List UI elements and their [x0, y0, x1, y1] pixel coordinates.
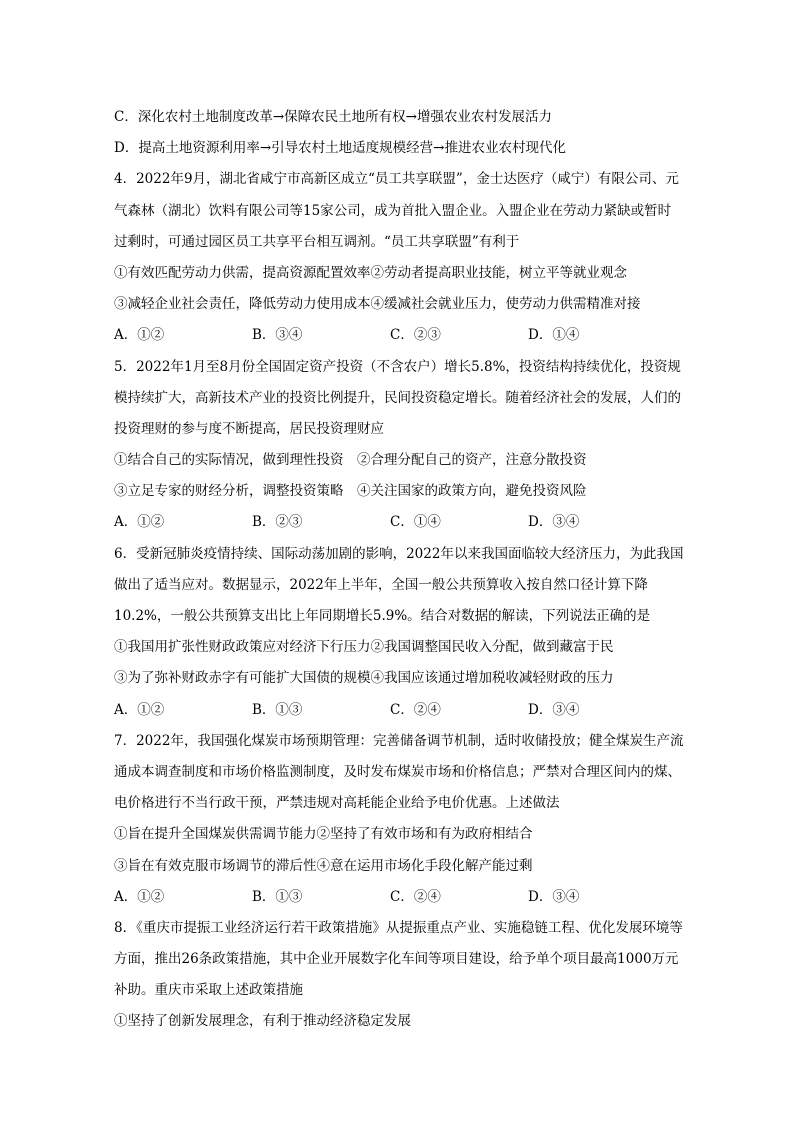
q6-option-a: A．①② — [114, 701, 165, 718]
q5-option-b: B．②③ — [252, 514, 303, 531]
question-6 — [114, 539, 704, 726]
q6-stem-line-3: 10.2%，一般公共预算支出比上年同期增长5.9%。结合对数据的解读，下列说法正确的是 — [114, 608, 651, 624]
q5-stem-line-1: 5．2022年1月至8月份全国固定资产投资（不含农户）增长5.8%，投资结构持续优化，投资规 — [114, 358, 681, 375]
q7-option-a: A．①② — [114, 888, 165, 905]
q5-statement-2: ③立足专家的财经分析，调整投资策略 ④关注国家的政策方向，避免投资风险 — [114, 483, 587, 500]
q4-option-c: C．②③ — [390, 327, 441, 344]
question-7 — [114, 726, 704, 913]
q5-statement-1: ①结合自己的实际情况，做到理性投资 ②合理分配自己的资产，注意分散投资 — [114, 452, 587, 469]
q4-option-a: A．①② — [114, 327, 165, 344]
q7-statement-1: ①旨在提升全国煤炭供需调节能力②坚持了有效市场和有为政府相结合 — [114, 826, 533, 843]
q8-stem-line-3: 补助。重庆市采取上述政策措施 — [114, 982, 303, 999]
q4-stem-line-2: 气森林（湖北）饮料有限公司等15家公司，成为首批入盟企业。入盟企业在劳动力紧缺或暂时 — [114, 202, 672, 219]
q5-options — [114, 507, 704, 538]
q7-option-b: B．①③ — [252, 888, 303, 905]
q6-option-c: C．②④ — [390, 701, 441, 718]
q6-statement-1: ①我国用扩张性财政政策应对经济下行压力②我国调整国民收入分配，做到藏富于民 — [114, 639, 614, 656]
q3-option-d: D．提高土地资源利用率→引导农村土地适度规模经营→推进农业农村现代化 — [114, 140, 566, 157]
q7-option-d: D．③④ — [528, 888, 580, 905]
q5-option-d: D．③④ — [528, 514, 580, 531]
q7-stem-line-1: 7．2022年，我国强化煤炭市场预期管理：完善储备调节机制，适时收储投放；健全煤炭生产流 — [114, 732, 684, 749]
question-5 — [114, 352, 704, 539]
q6-option-d: D．③④ — [528, 701, 580, 718]
q4-statement-1: ①有效匹配劳动力供需，提高资源配置效率②劳动者提高职业技能，树立平等就业观念 — [114, 264, 627, 281]
q5-option-a: A．①② — [114, 514, 165, 531]
q6-statement-2: ③为了弥补财政赤字有可能扩大国债的规模④我国应该通过增加税收减轻财政的压力 — [114, 670, 614, 687]
q6-options — [114, 695, 704, 726]
q6-option-b: B．①③ — [252, 701, 303, 718]
q5-option-c: C．①④ — [390, 514, 441, 531]
q4-statement-2: ③减轻企业社会责任，降低劳动力使用成本④缓减社会就业压力，使劳动力供需精准对接 — [114, 296, 641, 313]
question-8 — [114, 913, 704, 1038]
q7-stem-line-3: 电价格进行不当行政干预，严禁违规对高耗能企业给予电价优惠。上述做法 — [114, 795, 560, 812]
q6-stem-line-1: 6．受新冠肺炎疫情持续、国际动荡加剧的影响，2022年以来我国面临较大经济压力，为此我国 — [114, 545, 684, 562]
q4-option-b: B．③④ — [252, 327, 303, 344]
q8-stem-line-2: 方面，推出26条政策措施，其中企业开展数字化车间等项目建设，给予单个项目最高1000万元 — [114, 951, 679, 968]
q5-stem-line-2: 模持续扩大，高新技术产业的投资比例提升，民间投资稳定增长。随着经济社会的发展，人们的 — [114, 389, 681, 406]
q4-options — [114, 320, 704, 351]
q3-option-c: C．深化农村土地制度改革→保障农民土地所有权→增强农业农村发展活力 — [114, 109, 552, 125]
exam-page — [114, 102, 704, 1038]
q7-options — [114, 882, 704, 913]
q7-stem-line-2: 通成本调查制度和市场价格监测制度，及时发布煤炭市场和价格信息；严禁对合理区间内的煤、 — [114, 763, 681, 780]
q4-option-d: D．①④ — [528, 327, 580, 344]
q7-option-c: C．②④ — [390, 888, 441, 905]
q7-statement-2: ③旨在有效克服市场调节的滞后性④意在运用市场化手段化解产能过剩 — [114, 857, 533, 874]
q8-statement-1: ①坚持了创新发展理念，有利于推动经济稳定发展 — [114, 1013, 411, 1030]
q5-stem-line-3: 投资理财的参与度不断提高，居民投资理财应 — [114, 420, 384, 437]
question-4 — [114, 164, 704, 351]
q4-stem-line-1: 4．2022年9月，湖北省咸宁市高新区成立“员工共享联盟”，金士达医疗（咸宁）有限公司、元 — [114, 171, 679, 188]
q8-stem-line-1: 8．《重庆市提振工业经济运行若干政策措施》从提振重点产业、实施稳链工程、优化发展环境等 — [114, 919, 683, 936]
q4-stem-line-3: 过剩时，可通过园区员工共享平台相互调剂。“员工共享联盟”有利于 — [114, 233, 520, 250]
q6-stem-line-2: 做出了适当应对。数据显示，2022年上半年，全国一般公共预算收入按自然口径计算下降 — [114, 576, 648, 593]
